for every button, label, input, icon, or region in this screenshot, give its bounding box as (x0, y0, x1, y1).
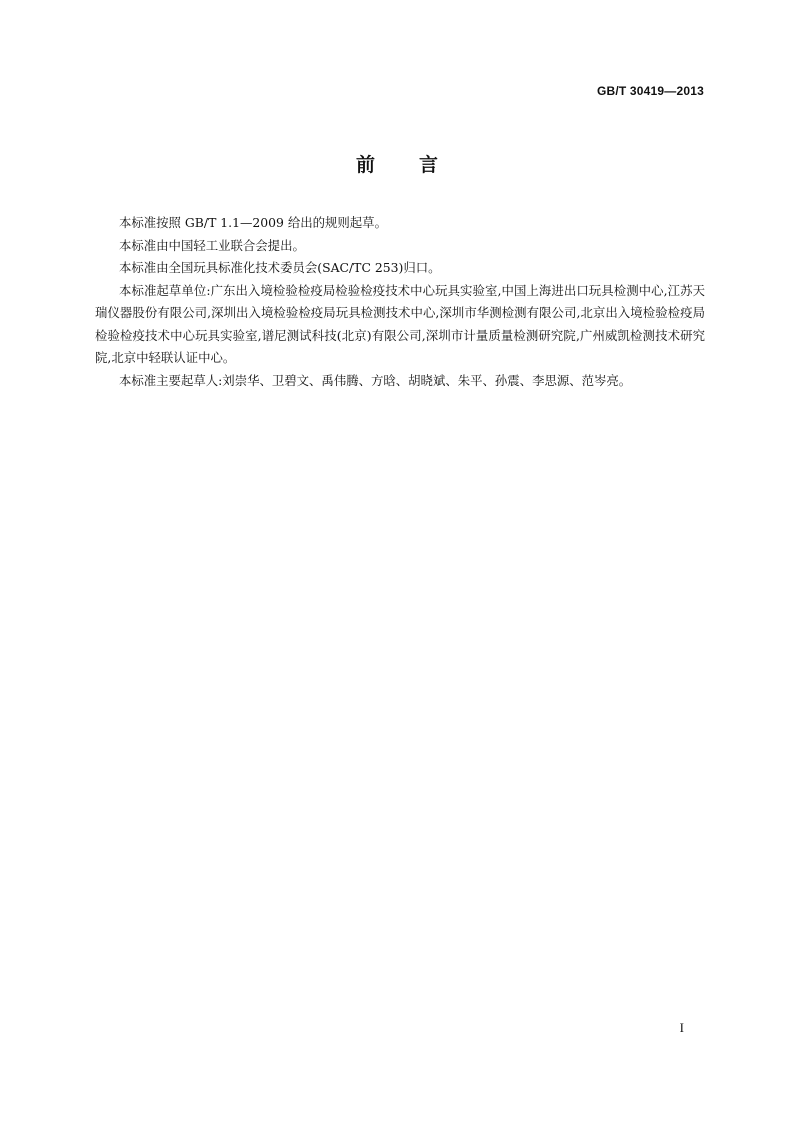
page-number: I (679, 1020, 684, 1035)
paragraph-technical-committee: 本标准由全国玩具标准化技术委员会(SAC/TC 253)归口。 (119, 260, 441, 275)
preface-body (95, 212, 705, 392)
paragraph-drafting-organizations: 本标准起草单位:广东出入境检验检疫局检验检疫技术中心玩具实验室,中国上海进出口玩具检测中心,江苏天瑞仪器股份有限公司,深圳出入境检验检疫局玩具检测技术中心,深圳市华测检测有限公司,北京出入境检验检疫局检验检疫技术中心玩具实验室,谱尼测试科技(北京)有限公司,深圳市计量质量检测研究院,广州威凯检测技术研究院,北京中轻联认证中心。 (95, 282, 705, 365)
standard-code: GB/T 30419—2013 (596, 84, 704, 98)
page-title: 前言 (355, 154, 482, 176)
paragraph-drafting-rules: 本标准按照 GB/T 1.1—2009 给出的规则起草。 (119, 215, 387, 230)
paragraph-main-drafters: 本标准主要起草人:刘崇华、卫碧文、禹伟腾、方晗、胡晓斌、朱平、孙震、李思源、范岑亮。 (119, 372, 632, 388)
paragraph-proposer: 本标准由中国轻工业联合会提出。 (119, 237, 305, 253)
